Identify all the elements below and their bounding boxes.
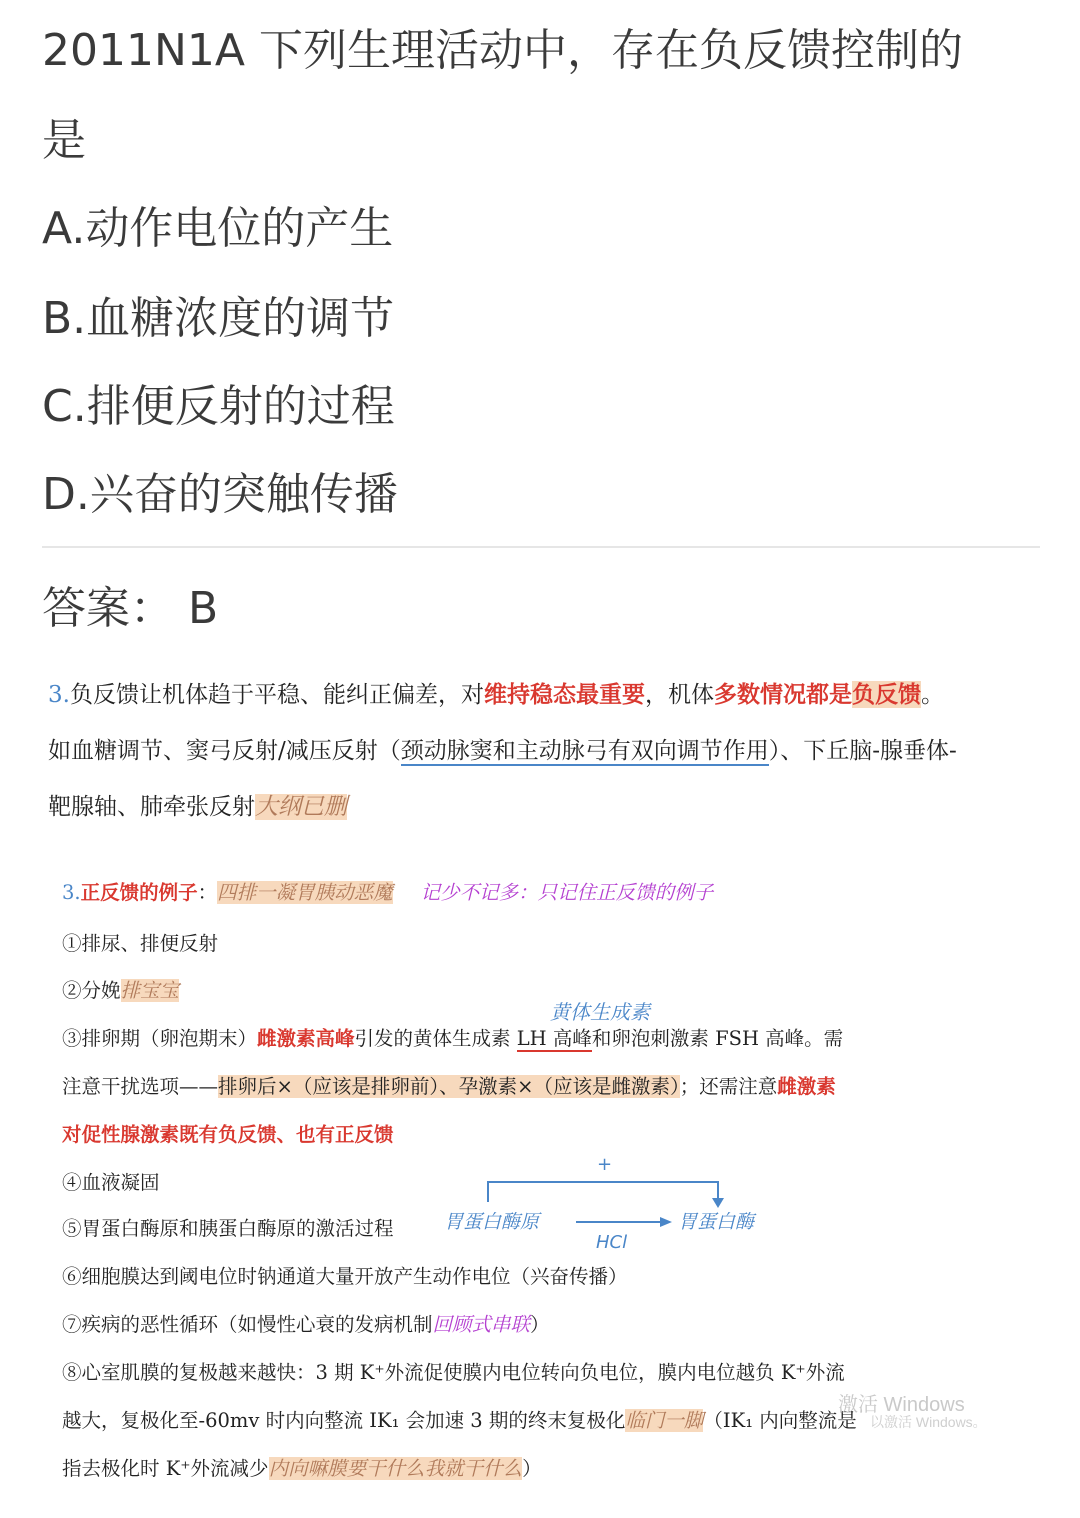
text: 引发的黄体生成素 [354, 1027, 517, 1050]
underlined-text: 颈动脉窦和主动脉弓有双向调节作用 [400, 738, 769, 764]
example-7 [62, 1309, 550, 1337]
feedback-loop-arrow [488, 1182, 718, 1202]
highlighted-emphasis: 负反馈 [851, 681, 921, 708]
highlighted-text: 排卵后×（应该是排卵前）、孕激素×（应该是雌激素） [218, 1075, 680, 1098]
option-d: D.兴奋的突触传播 [42, 469, 398, 520]
text: ；还需注意 [679, 1075, 778, 1098]
heading-title: 正反馈的例子 [80, 881, 198, 904]
divider [42, 546, 1040, 548]
text: ） [530, 1313, 550, 1336]
example-3-line-1 [62, 1023, 843, 1051]
mnemonic-note: 四排一凝胃胰动恶魔 [217, 881, 393, 904]
example-3-line-2 [62, 1071, 836, 1099]
example-5: ⑤胃蛋白酶原和胰蛋白酶原的激活过程 [62, 1217, 394, 1240]
text: 如血糖调节、窦弓反射/减压反射（ [48, 738, 401, 764]
red-emphasis: 维持稳态最重要 [483, 681, 645, 708]
text: ： [197, 881, 218, 904]
red-emphasis: 多数情况都是 [713, 681, 852, 708]
negative-feedback-line-1 [48, 676, 944, 709]
pepsinogen-diagram [440, 1150, 800, 1260]
option-a: A.动作电位的产生 [42, 203, 394, 254]
red-emphasis: 雌激素高峰 [257, 1027, 355, 1050]
diagram-from: 胃蛋白酶原 [444, 1211, 540, 1233]
text: 指去极化时 K⁺外流减少 [62, 1457, 269, 1480]
question-line-2: 是 [42, 115, 86, 166]
negative-feedback-line-2 [48, 732, 957, 765]
option-b: B.血糖浓度的调节 [42, 293, 395, 344]
example-2 [62, 975, 179, 1003]
diagram-catalyst: HCl [596, 1232, 628, 1253]
text: 。 [920, 682, 944, 708]
handwritten-note: 排宝宝 [120, 979, 180, 1002]
text: ，机体 [644, 682, 714, 708]
text: ③排卵期（卵泡期末） [62, 1027, 258, 1050]
example-1: ①排尿、排便反射 [62, 932, 219, 955]
section-number: 3. [62, 881, 81, 904]
windows-watermark-subtitle: 以激活 Windows。 [870, 1414, 987, 1430]
handwritten-note: 内向嘛膜要干什么我就干什么 [268, 1457, 523, 1480]
text: 注意干扰选项—— [62, 1075, 219, 1098]
positive-feedback-heading [62, 877, 713, 905]
text: （IK₁ 内向整流是 [703, 1409, 857, 1432]
text: 靶腺轴、肺牵张反射 [48, 794, 255, 820]
negative-feedback-line-3 [48, 788, 347, 821]
question-line-1: 2011N1A 下列生理活动中，存在负反馈控制的 [42, 25, 963, 76]
tip-note: 记少不记多：只记住正反馈的例子 [420, 881, 714, 904]
option-c: C.排便反射的过程 [42, 381, 395, 432]
handwritten-note: 回顾式串联 [432, 1313, 531, 1336]
example-8-line-3 [62, 1453, 542, 1481]
red-emphasis: 雌激素 [777, 1075, 836, 1098]
text: 负反馈让机体趋于平稳、能纠正偏差，对 [69, 682, 484, 708]
text: ） [522, 1457, 542, 1480]
underlined-text: LH 高峰 [516, 1027, 592, 1050]
diagram-plus: + [597, 1154, 613, 1175]
text: ）、下丘脑-腺垂体- [768, 738, 957, 764]
handwritten-note: 临门一脚 [625, 1409, 704, 1432]
red-emphasis: 对促性腺激素既有负反馈、也有正反馈 [62, 1123, 394, 1146]
text: ⑦疾病的恶性循环（如慢性心衰的发病机制 [62, 1313, 433, 1336]
text: 越大，复极化至-60mv 时内向整流 IK₁ 会加速 3 期的终末复极化 [62, 1409, 626, 1432]
handwritten-note: 大纲已删 [255, 794, 347, 820]
diagram-to: 胃蛋白酶 [678, 1211, 755, 1233]
text: ②分娩 [62, 979, 121, 1002]
annotation-lh: 黄体生成素 [550, 1000, 650, 1024]
section-number: 3. [48, 682, 70, 708]
example-3-line-3 [62, 1119, 394, 1147]
feedback-arrowhead [712, 1198, 724, 1208]
example-8-line-2 [62, 1405, 857, 1433]
windows-watermark-title: 激活 Windows [838, 1394, 965, 1416]
conversion-arrowhead [660, 1217, 672, 1227]
answer-line: 答案： B [42, 583, 219, 634]
example-6: ⑥细胞膜达到阈电位时钠通道大量开放产生动作电位（兴奋传播） [62, 1265, 628, 1288]
text: 和卵泡刺激素 FSH 高峰。需 [591, 1027, 844, 1050]
example-8-line-1: ⑧心室肌膜的复极越来越快：3 期 K⁺外流促使膜内电位转向负电位，膜内电位越负 K⁺外流 [62, 1361, 845, 1384]
example-4: ④血液凝固 [62, 1171, 160, 1194]
